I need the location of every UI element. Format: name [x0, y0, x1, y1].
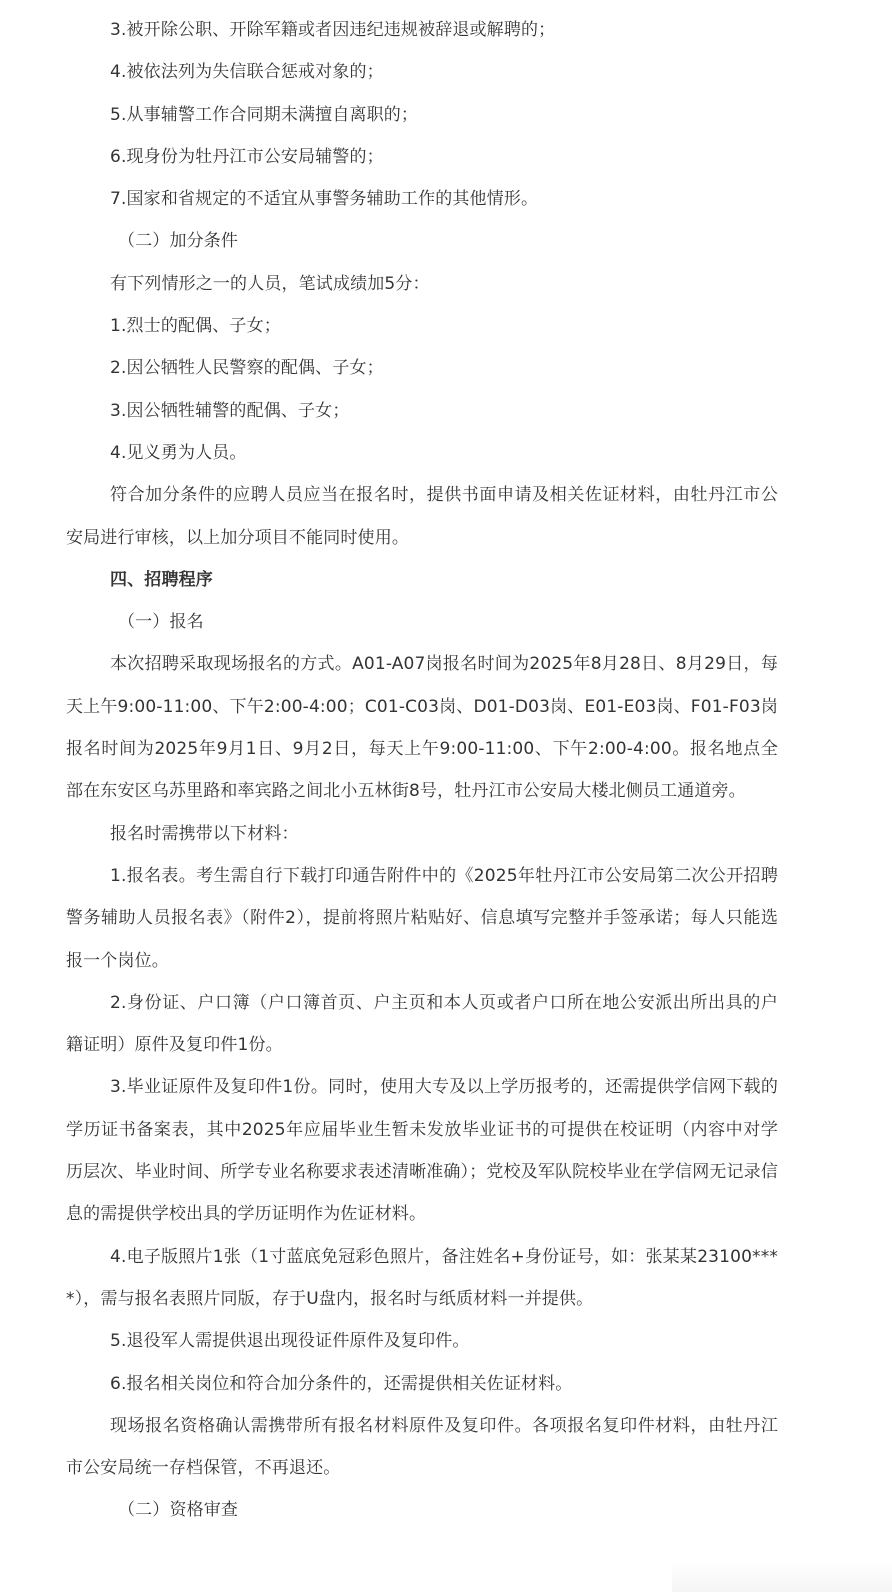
- paragraph-disqualify-7: 7.国家和省规定的不适宜从事警务辅助工作的其他情形。: [110, 189, 539, 210]
- paragraph-materials-intro: 报名时需携带以下材料：: [110, 823, 299, 844]
- paragraph-disqualify-6: 6.现身份为牡丹江市公安局辅警的；: [110, 146, 384, 167]
- section-heading-procedure: 四、招聘程序: [110, 569, 213, 590]
- document-body: [66, 9, 778, 1532]
- paragraph-material-5: 5.退役军人需提供退出现役证件原件及复印件。: [110, 1331, 470, 1352]
- paragraph-bonus-4: 4.见义勇为人员。: [110, 442, 247, 463]
- paragraph-disqualify-4: 4.被依法列为失信联合惩戒对象的；: [110, 62, 384, 83]
- paragraph-material-1: 1.报名表。考生需自行下载打印通告附件中的《2025年牡丹江市公安局第二次公开招聘警务辅助人员报名表》（附件2），提前将照片粘贴好、信息填写完整并手签承诺；每人只能选报一个岗位。: [66, 865, 778, 971]
- section-heading-qualification: （二）资格审查: [118, 1500, 239, 1521]
- paragraph-onsite-note: 现场报名资格确认需携带所有报名材料原件及复印件。各项报名复印件材料，由牡丹江市公安局统一存档保管，不再退还。: [66, 1415, 778, 1479]
- paragraph-disqualify-3: 3.被开除公职、开除军籍或者因违纪违规被辞退或解聘的；: [110, 20, 556, 40]
- paragraph-material-6: 6.报名相关岗位和符合加分条件的，还需提供相关佐证材料。: [110, 1373, 573, 1394]
- paragraph-bonus-intro: 有下列情形之一的人员，笔试成绩加5分：: [110, 273, 430, 294]
- paragraph-disqualify-5: 5.从事辅警工作合同期未满擅自离职的；: [110, 104, 419, 125]
- paragraph-material-4: 4.电子版照片1张（1寸蓝底免冠彩色照片，备注姓名+身份证号，如：张某某23100****），需与报名表照片同版，存于U盘内，报名时与纸质材料一并提供。: [66, 1246, 778, 1309]
- paragraph-material-2: 2.身份证、户口簿（户口簿首页、户主页和本人页或者户口所在地公安派出所出具的户籍证明）原件及复印件1份。: [66, 992, 778, 1056]
- paragraph-bonus-note: 符合加分条件的应聘人员应当在报名时，提供书面申请及相关佐证材料，由牡丹江市公安局进行审核，以上加分项目不能同时使用。: [66, 485, 778, 548]
- paragraph-bonus-1: 1.烈士的配偶、子女；: [110, 316, 281, 337]
- section-heading-registration: （一）报名: [118, 612, 204, 633]
- paragraph-bonus-2: 2.因公牺牲人民警察的配偶、子女；: [110, 358, 384, 379]
- page-edge-shadow: [672, 1562, 892, 1592]
- paragraph-bonus-3: 3.因公牺牲辅警的配偶、子女；: [110, 400, 350, 421]
- paragraph-material-3: 3.毕业证原件及复印件1份。同时，使用大专及以上学历报考的，还需提供学信网下载的学历证书备案表，其中2025年应届毕业生暂未发放毕业证书的可提供在校证明（内容中对学历层次、毕业时间、所学专业名称要求表述清晰准确）；党校及军队院校毕业在学信网无记录信息的需提供学校出具的学历证明作为佐证材料。: [66, 1077, 778, 1225]
- paragraph-registration-schedule: 本次招聘采取现场报名的方式。A01-A07岗报名时间为2025年8月28日、8月29日，每天上午9:00-11:00、下午2:00-4:00；C01-C03岗、D01-D03岗、E01-E03岗、F01-F03岗报名时间为2025年9月1日、9月2日，每天上午9:00-11:00、下午2:00-4:00。报名地点全部在东安区乌苏里路和率宾路之间北小五林街8号，牡丹江市公安局大楼北侧员工通道旁。: [66, 654, 778, 802]
- section-heading-bonus: （二）加分条件: [118, 231, 239, 252]
